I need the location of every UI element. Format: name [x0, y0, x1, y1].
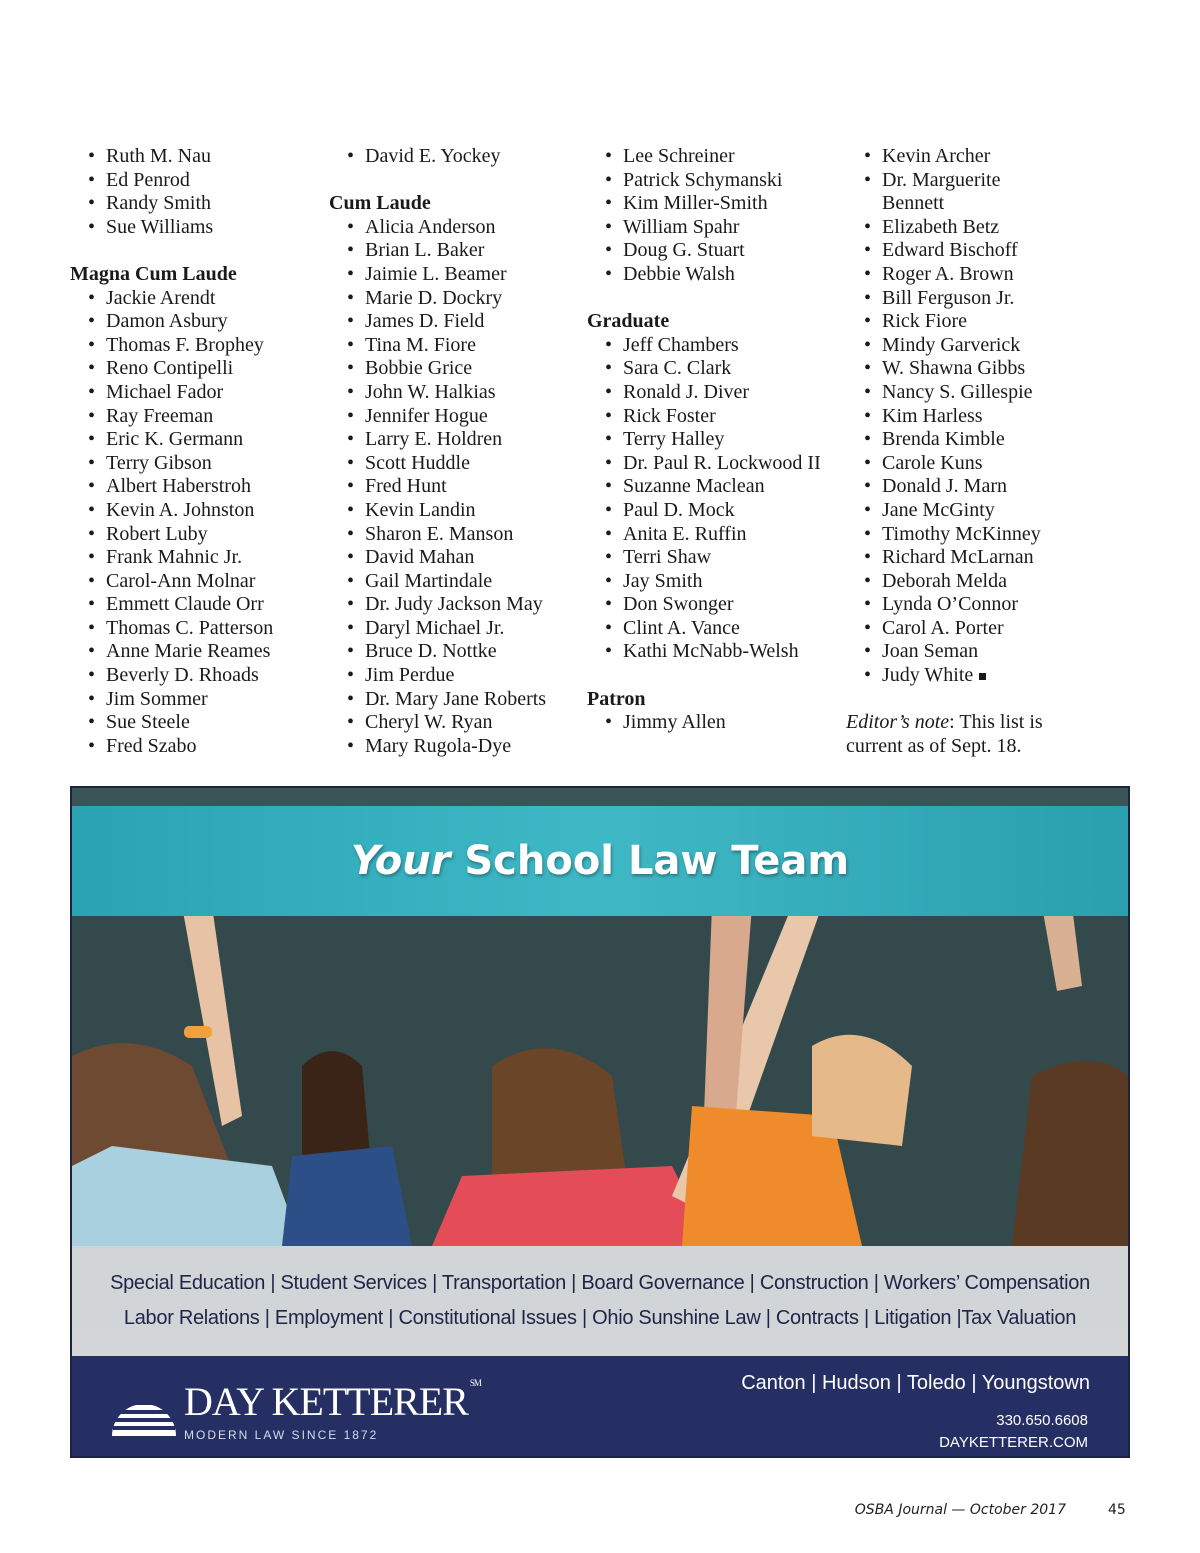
list-item: • David Mahan	[329, 546, 574, 570]
list-item: • Fred Szabo	[70, 735, 315, 759]
list-item-last	[846, 664, 1091, 688]
list-magna-cum-laude	[70, 287, 315, 759]
list-item: • W. Shawna Gibbs	[846, 357, 1091, 381]
list-item: • Dr. Mary Jane Roberts	[329, 688, 574, 712]
list-item: • Kevin A. Johnston	[70, 499, 315, 523]
practice-areas-line-1: Special Education | Student Services | Transportation | Board Governance | Construction | Workers’ Compensation	[110, 1272, 1090, 1294]
editors-note-label: Editor’s note	[846, 711, 950, 734]
column-4	[846, 145, 1091, 758]
list-item: • Carol A. Porter	[846, 617, 1091, 641]
list-item: • Mindy Garverick	[846, 334, 1091, 358]
list-patron	[587, 711, 832, 735]
website-url: DAYKETTERER.COM	[939, 1434, 1088, 1451]
list-item: • Jim Perdue	[329, 664, 574, 688]
list-item: • Sue Steele	[70, 711, 315, 735]
day-ketterer-advertisement	[70, 786, 1130, 1458]
list-item: • Ronald J. Diver	[587, 381, 832, 405]
journal-footer: OSBA Journal — October 2017	[854, 1502, 1066, 1518]
student-back-shirt	[282, 1146, 412, 1246]
list-item: • Edward Bischoff	[846, 239, 1091, 263]
list-item: • Jennifer Hogue	[329, 405, 574, 429]
list-item: • Mary Rugola-Dye	[329, 735, 574, 759]
list-item: • Carol-Ann Molnar	[70, 570, 315, 594]
list-item: • Rick Foster	[587, 405, 832, 429]
list-item: • Daryl Michael Jr.	[329, 617, 574, 641]
list-item: • Ed Penrod	[70, 169, 315, 193]
list-top	[846, 145, 1091, 688]
phone-number: 330.650.6608	[996, 1412, 1088, 1429]
list-top	[70, 145, 315, 239]
list-item: • Richard McLarnan	[846, 546, 1091, 570]
list-item: • Frank Mahnic Jr.	[70, 546, 315, 570]
list-item: • Terri Shaw	[587, 546, 832, 570]
list-item: • Elizabeth Betz	[846, 216, 1091, 240]
list-item: • Dr. Paul R. Lockwood II	[587, 452, 823, 476]
list-item: • Gail Martindale	[329, 570, 574, 594]
column-1	[70, 145, 315, 758]
list-item: • Timothy McKinney	[846, 523, 1091, 547]
list-item: • David E. Yockey	[329, 145, 574, 169]
list-item: • Patrick Schymanski	[587, 169, 832, 193]
list-item: • Rick Fiore	[846, 310, 1091, 334]
list-item: • Clint A. Vance	[587, 617, 832, 641]
student-center-shirt	[432, 1166, 712, 1246]
logo-tagline: MODERN LAW SINCE 1872	[184, 1428, 379, 1442]
ad-title-emphasis: Your	[350, 838, 451, 884]
list-item: • Sara C. Clark	[587, 357, 832, 381]
list-item: • Jimmy Allen	[587, 711, 832, 735]
list-item: • Jay Smith	[587, 570, 832, 594]
list-item: • Albert Haberstroh	[70, 475, 315, 499]
list-item: • Eric K. Germann	[70, 428, 315, 452]
wristband	[184, 1026, 212, 1038]
column-3	[587, 145, 832, 735]
list-top	[587, 145, 832, 287]
list-item: • Tina M. Fiore	[329, 334, 574, 358]
list-item: • Jackie Arendt	[70, 287, 315, 311]
list-item: • Beverly D. Rhoads	[70, 664, 315, 688]
list-cum-laude	[329, 216, 574, 759]
list-item: • Doug G. Stuart	[587, 239, 832, 263]
list-item: • Sue Williams	[70, 216, 315, 240]
list-item: • Ray Freeman	[70, 405, 315, 429]
list-item: • Kathi McNabb-Welsh	[587, 640, 832, 664]
section-heading-graduate: Graduate	[587, 310, 670, 333]
list-item: • Donald J. Marn	[846, 475, 1091, 499]
page-number: 45	[1108, 1502, 1126, 1518]
section-heading-magna-cum-laude: Magna Cum Laude	[70, 262, 237, 285]
list-item: • Brenda Kimble	[846, 428, 1091, 452]
list-item: • Paul D. Mock	[587, 499, 832, 523]
list-item: • Anne Marie Reames	[70, 640, 315, 664]
list-item: • Bobbie Grice	[329, 357, 574, 381]
ad-banner	[72, 806, 1128, 916]
logo-name: DAY KETTERER	[184, 1379, 468, 1424]
list-item: • Scott Huddle	[329, 452, 574, 476]
day-ketterer-logo-icon	[108, 1378, 180, 1442]
list-item: • Bruce D. Nottke	[329, 640, 574, 664]
list-item: • James D. Field	[329, 310, 574, 334]
ad-title-rest: School Law Team	[450, 838, 850, 884]
list-item: • Nancy S. Gillespie	[846, 381, 1091, 405]
office-locations: Canton | Hudson | Toledo | Youngstown	[741, 1372, 1090, 1394]
list-item: • Brian L. Baker	[329, 239, 574, 263]
practice-areas	[72, 1246, 1128, 1356]
practice-areas-line-2: Labor Relations | Employment | Constitutional Issues | Ohio Sunshine Law | Contracts | Litigation |Tax Valuation	[123, 1307, 1077, 1329]
list-item: • John W. Halkias	[329, 381, 574, 405]
list-item: • Terry Gibson	[70, 452, 315, 476]
editors-note-text: : This list is current as of Sept. 18.	[846, 711, 1043, 757]
list-item: • Thomas F. Brophey	[70, 334, 315, 358]
list-item: • Randy Smith	[70, 192, 315, 216]
list-item: • Suzanne Maclean	[587, 475, 832, 499]
list-item-text: Judy White	[882, 664, 974, 687]
list-item: • Kevin Archer	[846, 145, 1091, 169]
end-mark-icon	[979, 673, 986, 680]
ad-title	[351, 838, 849, 884]
list-item: • Jeff Chambers	[587, 334, 832, 358]
list-item: • Robert Luby	[70, 523, 315, 547]
column-2	[329, 145, 574, 758]
section-heading-patron: Patron	[587, 687, 646, 710]
list-item: • Dr. Marguerite Bennett	[846, 169, 1032, 216]
list-item: • Kim Harless	[846, 405, 1091, 429]
list-item: • Lee Schreiner	[587, 145, 832, 169]
editors-note	[846, 711, 1091, 758]
list-item: • Carole Kuns	[846, 452, 1091, 476]
list-item: • Debbie Walsh	[587, 263, 832, 287]
list-item: • Cheryl W. Ryan	[329, 711, 574, 735]
list-item: • Deborah Melda	[846, 570, 1091, 594]
list-item: • Sharon E. Manson	[329, 523, 574, 547]
list-item: • Terry Halley	[587, 428, 832, 452]
list-item: • Joan Seman	[846, 640, 1091, 664]
list-item: • Jim Sommer	[70, 688, 315, 712]
logo-wordmark	[184, 1378, 481, 1425]
list-top	[329, 145, 574, 169]
list-item: • Roger A. Brown	[846, 263, 1091, 287]
list-item: • Damon Asbury	[70, 310, 315, 334]
list-graduate	[587, 334, 832, 664]
ad-footer	[72, 1356, 1128, 1458]
list-item: • Michael Fador	[70, 381, 315, 405]
list-item: • Bill Ferguson Jr.	[846, 287, 1091, 311]
list-item: • Thomas C. Patterson	[70, 617, 315, 641]
list-item: • Marie D. Dockry	[329, 287, 574, 311]
list-item: • Kevin Landin	[329, 499, 574, 523]
list-item: • Ruth M. Nau	[70, 145, 315, 169]
list-item: • William Spahr	[587, 216, 832, 240]
list-item: • Jaimie L. Beamer	[329, 263, 574, 287]
list-item: • Anita E. Ruffin	[587, 523, 832, 547]
list-item: • Larry E. Holdren	[329, 428, 574, 452]
list-item: • Alicia Anderson	[329, 216, 574, 240]
section-heading-cum-laude: Cum Laude	[329, 192, 431, 215]
list-item: • Emmett Claude Orr	[70, 593, 315, 617]
list-item: • Fred Hunt	[329, 475, 574, 499]
list-item: • Lynda O’Connor	[846, 593, 1091, 617]
list-item: • Kim Miller-Smith	[587, 192, 832, 216]
list-item: • Reno Contipelli	[70, 357, 315, 381]
classroom-photo	[72, 916, 1128, 1246]
list-item: • Dr. Judy Jackson May	[329, 593, 574, 617]
list-item: • Jane McGinty	[846, 499, 1091, 523]
list-item: • Don Swonger	[587, 593, 832, 617]
logo-servicemark: SM	[469, 1378, 481, 1388]
